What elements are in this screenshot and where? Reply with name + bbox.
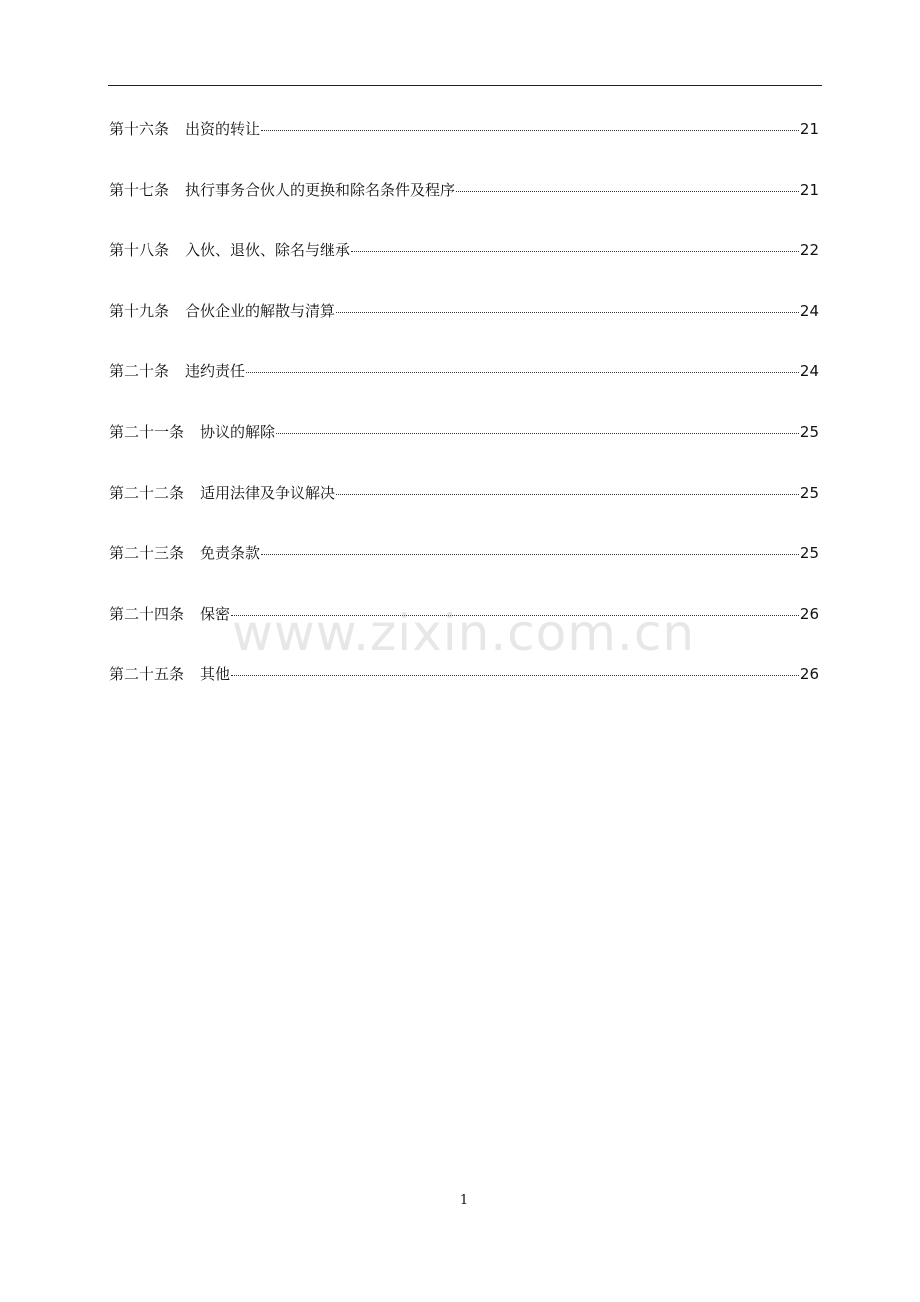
toc-entry-page: 21 bbox=[799, 180, 819, 199]
toc-dot-leader bbox=[261, 554, 799, 555]
toc-entry-number: 第二十五条 bbox=[109, 665, 185, 684]
toc-entry-title: 违约责任 bbox=[185, 362, 246, 381]
toc-entry-page: 24 bbox=[799, 362, 819, 381]
toc-dot-leader bbox=[336, 312, 799, 313]
toc-entry-page: 26 bbox=[799, 604, 819, 623]
watermark: www.zixin.com.cn bbox=[232, 604, 696, 662]
toc-entry-number: 第二十条 bbox=[109, 362, 170, 381]
toc-entry[interactable] bbox=[109, 538, 819, 599]
toc-entry[interactable] bbox=[109, 114, 819, 175]
toc-dot-leader bbox=[231, 675, 799, 676]
toc-entry-title: 适用法律及争议解决 bbox=[200, 483, 336, 502]
toc-dot-leader bbox=[351, 251, 799, 252]
toc-entry-page: 25 bbox=[799, 422, 819, 441]
toc-entry-title: 合伙企业的解散与清算 bbox=[185, 301, 336, 320]
toc-dot-leader bbox=[276, 433, 799, 434]
toc-entry-number: 第二十一条 bbox=[109, 422, 185, 441]
toc-entry-page: 22 bbox=[799, 241, 819, 260]
toc-entry-title: 入伙、退伙、除名与继承 bbox=[185, 241, 351, 260]
toc-entry[interactable] bbox=[109, 659, 819, 720]
toc-entry-page: 25 bbox=[799, 544, 819, 563]
toc-entry[interactable] bbox=[109, 296, 819, 357]
toc-entry-title: 协议的解除 bbox=[200, 422, 276, 441]
toc-entry-number: 第十六条 bbox=[109, 120, 170, 138]
toc-entry-number: 第十七条 bbox=[109, 180, 170, 199]
toc-entry-number: 第十九条 bbox=[109, 301, 170, 320]
toc-entry[interactable] bbox=[109, 235, 819, 296]
toc-entry-page: 21 bbox=[799, 120, 819, 138]
toc-entry-page: 26 bbox=[799, 665, 819, 684]
toc-entry[interactable] bbox=[109, 356, 819, 417]
toc-dot-leader bbox=[336, 494, 799, 495]
toc-entry[interactable] bbox=[109, 417, 819, 478]
toc-entry-page: 24 bbox=[799, 301, 819, 320]
toc-entry-title: 免责条款 bbox=[200, 544, 261, 563]
toc-entry[interactable] bbox=[109, 175, 819, 236]
toc-entry-page: 25 bbox=[799, 483, 819, 502]
toc-dot-leader bbox=[261, 130, 799, 131]
toc-entry-number: 第二十二条 bbox=[109, 483, 185, 502]
toc-entry-title: 保密 bbox=[200, 604, 231, 623]
toc-entry-title: 出资的转让 bbox=[185, 120, 261, 138]
toc-entry-title: 执行事务合伙人的更换和除名条件及程序 bbox=[185, 180, 456, 199]
toc-dot-leader bbox=[246, 372, 799, 373]
toc-entry-title: 其他 bbox=[200, 665, 231, 684]
toc-dot-leader bbox=[456, 191, 799, 192]
toc-entry-number: 第十八条 bbox=[109, 241, 170, 260]
header-rule bbox=[108, 85, 822, 86]
toc-entry-number: 第二十三条 bbox=[109, 544, 185, 563]
page-number: 1 bbox=[459, 1193, 469, 1208]
toc-entry[interactable] bbox=[109, 478, 819, 539]
toc-entry-number: 第二十四条 bbox=[109, 604, 185, 623]
